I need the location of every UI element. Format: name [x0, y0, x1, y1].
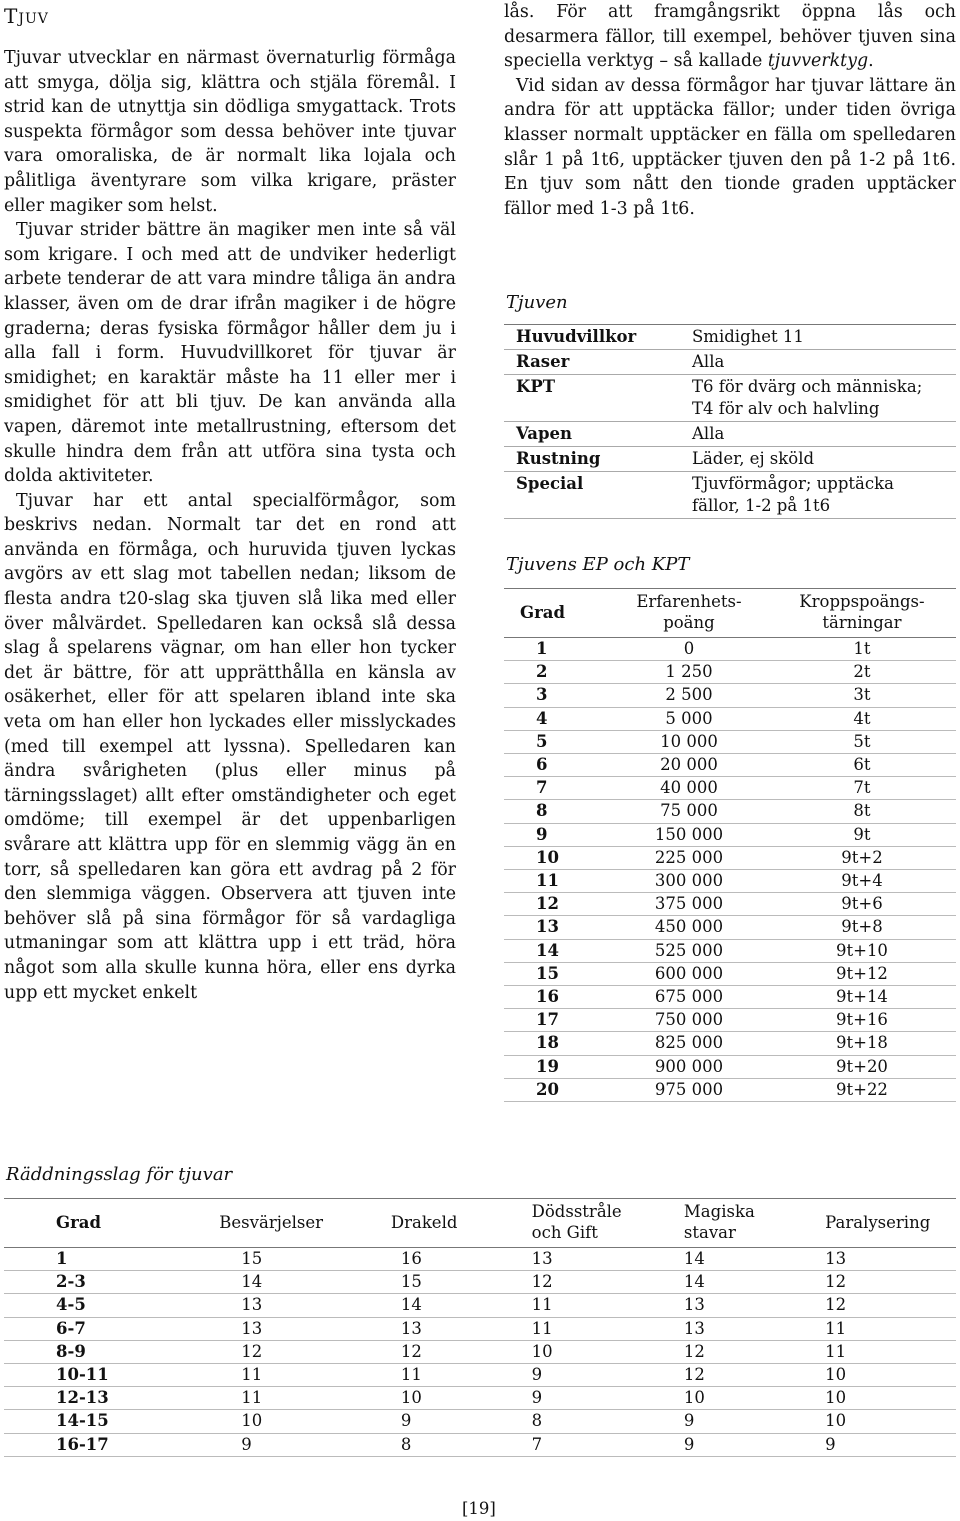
- table-cell: 10: [684, 1387, 825, 1410]
- table-cell: 5t: [768, 730, 956, 753]
- table-cell: 11: [825, 1340, 956, 1363]
- table-cell: 10: [825, 1364, 956, 1387]
- table-cell: 40 000: [610, 777, 768, 800]
- attribute-label: Rustning: [504, 447, 684, 472]
- table-cell: 9t+16: [768, 1009, 956, 1032]
- ep-table-caption: Tjuvens EP och KPT: [506, 554, 690, 575]
- table-row: [504, 447, 956, 472]
- table-row: [504, 661, 956, 684]
- table-row: [504, 893, 956, 916]
- table-cell: 9: [825, 1433, 956, 1456]
- table-row: [504, 638, 956, 661]
- table-cell: 525 000: [610, 939, 768, 962]
- experience-table: [504, 588, 956, 1102]
- table-cell: 9t+20: [768, 1055, 956, 1078]
- grade-cell: 10-11: [4, 1364, 219, 1387]
- grade-cell: 2-3: [4, 1271, 219, 1294]
- table-cell: 9t+6: [768, 893, 956, 916]
- table-cell: 975 000: [610, 1078, 768, 1101]
- table-row: [504, 800, 956, 823]
- table-row: [504, 823, 956, 846]
- grade-cell: 18: [504, 1032, 610, 1055]
- table-cell: 9: [684, 1433, 825, 1456]
- table-cell: 9t+2: [768, 846, 956, 869]
- table-cell: 14: [684, 1271, 825, 1294]
- table-row: [4, 1364, 956, 1387]
- table-row: [504, 1055, 956, 1078]
- table-cell: 7: [532, 1433, 684, 1456]
- table-cell: 15: [391, 1271, 532, 1294]
- table-cell: 600 000: [610, 962, 768, 985]
- table-cell: 12: [684, 1364, 825, 1387]
- table-row: [4, 1387, 956, 1410]
- grade-cell: 8-9: [4, 1340, 219, 1363]
- table-row: [504, 325, 956, 350]
- grade-cell: 19: [504, 1055, 610, 1078]
- table-row: [504, 754, 956, 777]
- table-cell: 14: [684, 1248, 825, 1271]
- attribute-value: Alla: [684, 422, 956, 447]
- table-cell: 8t: [768, 800, 956, 823]
- table-cell: 11: [391, 1364, 532, 1387]
- grade-cell: 16-17: [4, 1433, 219, 1456]
- grade-cell: 14-15: [4, 1410, 219, 1433]
- table-cell: 9: [219, 1433, 391, 1456]
- page-number: [19]: [462, 1499, 496, 1518]
- table-cell: 2t: [768, 661, 956, 684]
- table-cell: 750 000: [610, 1009, 768, 1032]
- grade-cell: 1: [504, 638, 610, 661]
- table-row: [504, 1032, 956, 1055]
- table-cell: 225 000: [610, 846, 768, 869]
- table-row: [504, 846, 956, 869]
- table-cell: 9t+10: [768, 939, 956, 962]
- table-cell: 9t+18: [768, 1032, 956, 1055]
- paragraph: Tjuvar har ett antal specialförmågor, som beskrivs nedan. Normalt tar det en rond att använda en förmåga, och huruvida tjuven lyckas avgörs av ett slag mot tabellen nedan; liksom de flesta andra t20-slag ska tjuven slå lika med eller över målvärdet. Spelledaren kan också slå dessa slag å spelarens vägnar, om han eller hon tycker det är bättre, för att upprätthålla en känsla av osäkerhet, eller för att spelaren ibland inte ska veta om han eller hon lyckades eller misslyckades (med till exempel att lyssna). Spelledaren kan ändra svårigheten (plus eller minus på tärningsslaget) allt efter omständigheter och eget omdöme; till exempel är det uppenbarligen svårare att klättra upp för en slemmig vägg än en torr, så spelledaren kan göra ett avdrag på 2 för den slemmiga väggen. Observera att tjuven inte behöver slå på sina förmågor för så vardagliga utmaningar som att klättra upp i ett träd, höra något som alla skulle kunna höra, eller ens dyrka upp ett mycket enkelt: [4, 490, 456, 1003]
- table-cell: 10: [825, 1410, 956, 1433]
- table-row: [504, 1078, 956, 1101]
- grade-cell: 2: [504, 661, 610, 684]
- column-header: Besvärjelser: [219, 1199, 391, 1248]
- attribute-label: Raser: [504, 350, 684, 375]
- table-row: [504, 422, 956, 447]
- attribute-label: Vapen: [504, 422, 684, 447]
- table-cell: 9: [684, 1410, 825, 1433]
- paragraph: Tjuvar strider bättre än magiker men inte så väl som krigare. I och med att de undviker hederligt arbete tenderar de att vara mindre tåliga än andra klasser, även om de drar ifrån magiker i de högre graderna; deras fysiska förmågor håller dem ju i alla fall i form. Huvudvillkoret för tjuvar är smidighet; en karaktär måste ha 11 eller mer i smidighet för att bli tjuv. De kan använda alla vapen, däremot inte metallrustning, eftersom det skulle hindra dem från att utföra sina tysta och dolda aktiviteter.: [4, 220, 456, 487]
- table-cell: 14: [391, 1294, 532, 1317]
- table-cell: 675 000: [610, 986, 768, 1009]
- saving-throws-table: [4, 1198, 956, 1457]
- column-header: Drakeld: [391, 1199, 532, 1248]
- table-cell: 13: [825, 1248, 956, 1271]
- table-cell: 1t: [768, 638, 956, 661]
- column-header: Dödsstråle och Gift: [532, 1199, 684, 1248]
- table-row: [504, 375, 956, 422]
- table-cell: 12: [391, 1340, 532, 1363]
- column-header: Kroppspoängs- tärningar: [768, 589, 956, 638]
- table-row: [4, 1248, 956, 1271]
- table-cell: 1 250: [610, 661, 768, 684]
- table-row: [4, 1340, 956, 1363]
- table-row: [4, 1294, 956, 1317]
- grade-cell: 8: [504, 800, 610, 823]
- attribute-value: Alla: [684, 350, 956, 375]
- table-cell: 10: [391, 1387, 532, 1410]
- class-info-table: [504, 324, 956, 519]
- grade-cell: 10: [504, 846, 610, 869]
- table-cell: 5 000: [610, 707, 768, 730]
- table-cell: 13: [684, 1317, 825, 1340]
- table-row: [504, 350, 956, 375]
- table-cell: 12: [219, 1340, 391, 1363]
- table-cell: 8: [532, 1410, 684, 1433]
- grade-cell: 4: [504, 707, 610, 730]
- attribute-label: Special: [504, 472, 684, 519]
- table-cell: 300 000: [610, 870, 768, 893]
- grade-cell: 7: [504, 777, 610, 800]
- table-cell: 825 000: [610, 1032, 768, 1055]
- column-header: Grad: [4, 1199, 219, 1248]
- table-row: [504, 707, 956, 730]
- table-cell: 20 000: [610, 754, 768, 777]
- emphasis: tjuvverktyg: [767, 51, 869, 72]
- table-cell: 8: [391, 1433, 532, 1456]
- table-cell: 10: [219, 1410, 391, 1433]
- table-row: [504, 962, 956, 985]
- left-column: [4, 0, 456, 1005]
- table-cell: 75 000: [610, 800, 768, 823]
- table-cell: 9: [391, 1410, 532, 1433]
- table-cell: 12: [825, 1294, 956, 1317]
- header-row: [4, 1199, 956, 1248]
- table-cell: 3t: [768, 684, 956, 707]
- grade-cell: 20: [504, 1078, 610, 1101]
- grade-cell: 6: [504, 754, 610, 777]
- table-row: [504, 730, 956, 753]
- grade-cell: 16: [504, 986, 610, 1009]
- grade-cell: 3: [504, 684, 610, 707]
- table-cell: 13: [219, 1294, 391, 1317]
- attribute-value: Tjuvförmågor; upptäcka fällor, 1-2 på 1t6: [684, 472, 956, 519]
- table-row: [4, 1271, 956, 1294]
- table-row: [504, 870, 956, 893]
- table-row: [4, 1433, 956, 1456]
- table-cell: 11: [219, 1364, 391, 1387]
- table-row: [504, 472, 956, 519]
- table-cell: 11: [219, 1387, 391, 1410]
- grade-cell: 9: [504, 823, 610, 846]
- table-cell: 150 000: [610, 823, 768, 846]
- grade-cell: 14: [504, 939, 610, 962]
- column-header: Erfarenhets- poäng: [610, 589, 768, 638]
- table-row: [504, 1009, 956, 1032]
- table-cell: 7t: [768, 777, 956, 800]
- table-cell: 16: [391, 1248, 532, 1271]
- table-cell: 13: [391, 1317, 532, 1340]
- table-cell: 9t: [768, 823, 956, 846]
- table-row: [504, 777, 956, 800]
- section-title: Tjuv: [4, 4, 49, 28]
- column-header: Magiska stavar: [684, 1199, 825, 1248]
- paragraph: Tjuvar utvecklar en närmast övernaturlig förmåga att smyga, dölja sig, klättra och stjäla föremål. I strid kan de utnyttja sin dödliga smygattack. Trots suspekta förmågor som dessa behöver inte tjuvar vara omoraliska, de är normalt lika lojala och pålitliga äventyrare som vilka krigare, präster eller magiker som helst.: [4, 48, 456, 216]
- table-cell: 9t+14: [768, 986, 956, 1009]
- table-cell: 9t+22: [768, 1078, 956, 1101]
- grade-cell: 4-5: [4, 1294, 219, 1317]
- grade-cell: 12: [504, 893, 610, 916]
- table-cell: 9t+8: [768, 916, 956, 939]
- grade-cell: 11: [504, 870, 610, 893]
- table-cell: 9: [532, 1387, 684, 1410]
- table-cell: 6t: [768, 754, 956, 777]
- table-row: [504, 939, 956, 962]
- grade-cell: 6-7: [4, 1317, 219, 1340]
- table-cell: 15: [219, 1248, 391, 1271]
- table-cell: 11: [532, 1294, 684, 1317]
- table-cell: 13: [532, 1248, 684, 1271]
- column-header: Grad: [504, 589, 610, 638]
- attribute-label: KPT: [504, 375, 684, 422]
- grade-cell: 12-13: [4, 1387, 219, 1410]
- table-cell: 10: [532, 1340, 684, 1363]
- table-row: [504, 684, 956, 707]
- info-table-caption: Tjuven: [506, 292, 568, 313]
- grade-cell: 1: [4, 1248, 219, 1271]
- table-cell: 12: [684, 1340, 825, 1363]
- table-cell: 13: [219, 1317, 391, 1340]
- paragraph: lås. För att framgångsrikt öppna lås och desarmera fällor, till exempel, behöver tjuven sina speciella verktyg – så kallade tjuvverktyg.: [504, 2, 956, 72]
- attribute-label: Huvudvillkor: [504, 325, 684, 350]
- table-cell: 14: [219, 1271, 391, 1294]
- paragraph: Vid sidan av dessa förmågor har tjuvar lättare än andra för att upptäcka fällor; under tiden övriga klasser normalt upptäcker en fälla om spelledaren slår 1 på 1t6, upptäcker tjuven den på 1-2 på 1t6. En tjuv som nått den tionde graden upptäcker fällor med 1-3 på 1t6.: [504, 75, 956, 219]
- grade-cell: 13: [504, 916, 610, 939]
- table-cell: 13: [684, 1294, 825, 1317]
- table-cell: 12: [825, 1271, 956, 1294]
- grade-cell: 5: [504, 730, 610, 753]
- table-cell: 10 000: [610, 730, 768, 753]
- table-row: [4, 1410, 956, 1433]
- attribute-value: Smidighet 11: [684, 325, 956, 350]
- table-cell: 0: [610, 638, 768, 661]
- table-cell: 11: [532, 1317, 684, 1340]
- table-cell: 12: [532, 1271, 684, 1294]
- attribute-value: Läder, ej sköld: [684, 447, 956, 472]
- table-cell: 2 500: [610, 684, 768, 707]
- table-cell: 11: [825, 1317, 956, 1340]
- column-header: Paralysering: [825, 1199, 956, 1248]
- attribute-value: T6 för dvärg och människa; T4 för alv och halvling: [684, 375, 956, 422]
- table-row: [504, 916, 956, 939]
- table-cell: 10: [825, 1387, 956, 1410]
- table-cell: 9t+4: [768, 870, 956, 893]
- table-cell: 9t+12: [768, 962, 956, 985]
- table-cell: 375 000: [610, 893, 768, 916]
- grade-cell: 15: [504, 962, 610, 985]
- table-cell: 9: [532, 1364, 684, 1387]
- table-row: [4, 1317, 956, 1340]
- saves-table-caption: Räddningsslag för tjuvar: [6, 1164, 233, 1185]
- table-cell: 900 000: [610, 1055, 768, 1078]
- header-row: [504, 589, 956, 638]
- grade-cell: 17: [504, 1009, 610, 1032]
- table-row: [504, 986, 956, 1009]
- table-cell: 450 000: [610, 916, 768, 939]
- table-cell: 4t: [768, 707, 956, 730]
- right-column: [504, 0, 956, 221]
